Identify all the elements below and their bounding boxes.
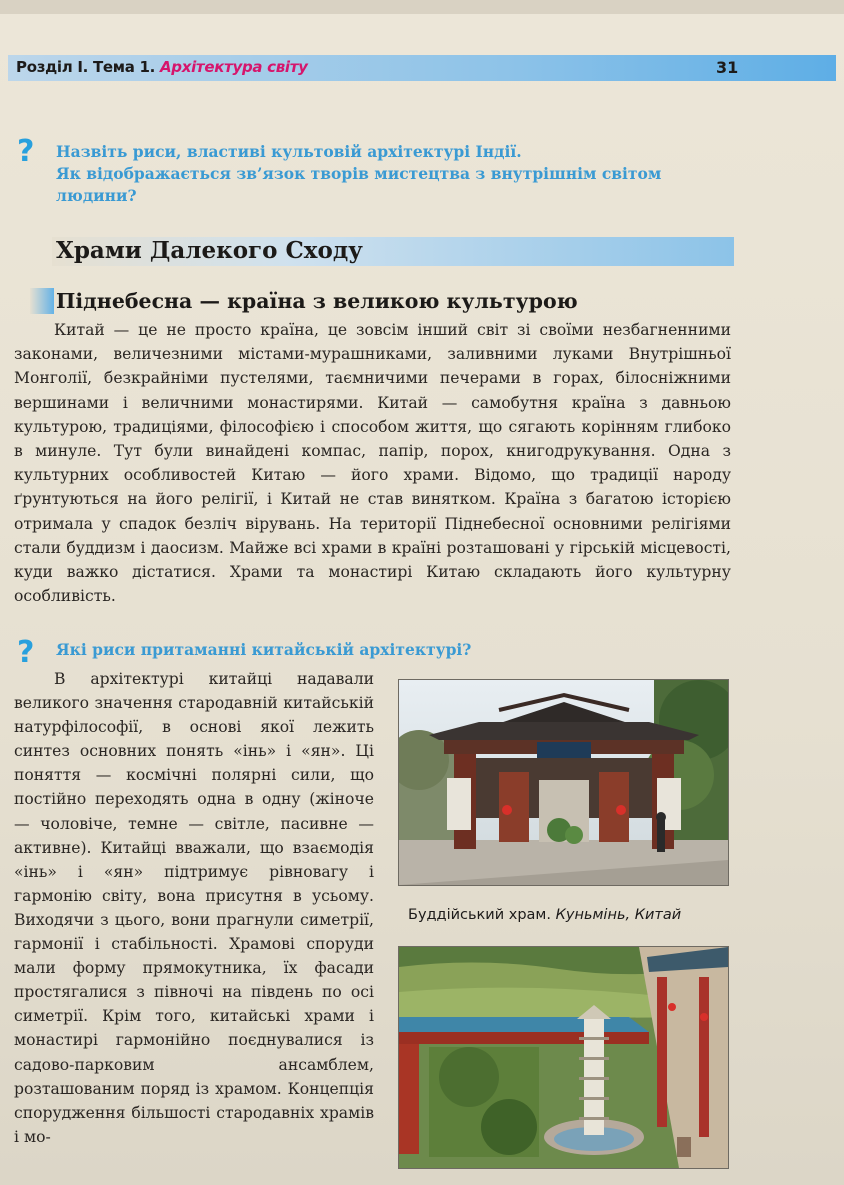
temple-gate-photo (398, 679, 729, 886)
header-topic: Архітектура світу (159, 58, 308, 76)
subsection-title: Піднебесна — країна з великою культурою (56, 289, 578, 313)
intro-paragraph-text: Китай — це не просто країна, це зовсім інший світ зі своїми незбагненними законами, величезними містами-мурашниками, заливними луками Внутрішньої Монголії, безкрайніми пустелями, таємничими печерами в горах, білосніжними вершинами і величними монастирями. Китай — самобутня країна з давньою культурою, традиціями, філософією і способом життя, що сягають корінням глибоко в минуле. Тут були винайдені компас, папір, порох, книгодрукування. Одна з культурних особливостей Китаю — його храми. Відомо, що традиції народу ґрунтуються на його релігії, і Китай не став винятком. Країна з багатою історією отримала у спадок безліч вірувань. На території Піднебесної основними релігіями стали буддизм і даосизм. Майже всі храми в країні розташовані у гірській місцевості, куди важко дістатися. Храми та монастирі Китаю складають його культурну особливість. (14, 321, 731, 606)
question-mark-icon: ? (17, 635, 35, 670)
section-title: Храми Далекого Сходу (56, 237, 363, 264)
question-line-3: людини? (56, 186, 137, 205)
temple-courtyard-photo (398, 946, 729, 1169)
header-section: Розділ І. Тема 1. (16, 58, 156, 76)
caption-label: Буддійський храм. (408, 907, 551, 923)
caption-place: Куньмінь, Китай (555, 907, 682, 923)
page-number: 31 (716, 58, 739, 77)
photo1-caption (408, 907, 681, 923)
question-line-2: Як відображається зв’язок творів мистецтва з внутрішнім світом (56, 164, 662, 183)
question-mark-icon: ? (17, 134, 35, 169)
running-header (16, 58, 308, 76)
body-column (14, 667, 374, 1149)
column-paragraph-text: В архітектурі китайці надавали великого значення стародавній китайській натурфілософії, в основі якої лежить синтез основних понять «інь» і «ян». Ці поняття — космічні полярні сили, що постійно переходять одна в одну (жіноче — чоловіче, темне — світле, пасивне — активне). Китайці вважали, що взаємодія «інь» і «ян» підтримує рівновагу і гармонію світу, вона присутня в усьому. Виходячи з цього, вони прагнули симетрії, гармонії і стабільності. Храмові споруди мали форму прямокутника, їх фасади простягалися з півночі на південь по осі симетрії. Крім того, китайські храми і монастирі гармонійно поєднувалися із садово-парковим ансамблем, розташованим поряд із храмом. Концепція спорудження більшості стародавніх храмів і мо- (14, 670, 374, 1146)
page-top-edge (0, 0, 844, 14)
subsection-marker (30, 288, 54, 314)
intro-paragraph (14, 318, 731, 608)
review-questions (56, 141, 736, 207)
question-mid: Які риси притаманні китайській архітектурі? (56, 640, 472, 659)
question-line-1: Назвіть риси, властиві культовій архітектурі Індії. (56, 142, 522, 161)
